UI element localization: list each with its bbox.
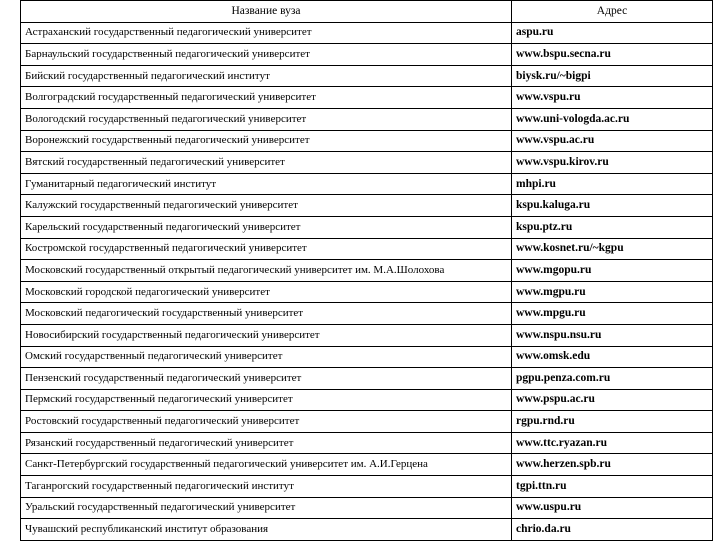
university-name-cell: Уральский государственный педагогический университет	[21, 497, 512, 519]
table-row	[21, 216, 713, 238]
university-address-cell: aspu.ru	[512, 22, 713, 44]
table-row	[21, 173, 713, 195]
university-address-cell: www.mgpu.ru	[512, 281, 713, 303]
university-name-cell: Московский педагогический государственный университет	[21, 303, 512, 325]
university-name-cell: Рязанский государственный педагогический университет	[21, 432, 512, 454]
university-address-cell: www.mgopu.ru	[512, 260, 713, 282]
university-address-cell: www.pspu.ac.ru	[512, 389, 713, 411]
universities-table	[20, 0, 713, 541]
table-row	[21, 389, 713, 411]
university-name-cell: Гуманитарный педагогический институт	[21, 173, 512, 195]
university-address-cell: www.nspu.nsu.ru	[512, 324, 713, 346]
university-name-cell: Астраханский государственный педагогический университет	[21, 22, 512, 44]
university-address-cell: www.bspu.secna.ru	[512, 44, 713, 66]
university-address-cell: chrio.da.ru	[512, 519, 713, 541]
university-address-cell: www.vspu.ac.ru	[512, 130, 713, 152]
table-row	[21, 260, 713, 282]
table-row	[21, 476, 713, 498]
table-row	[21, 411, 713, 433]
header-address: Адрес	[512, 1, 713, 23]
university-name-cell: Карельский государственный педагогический университет	[21, 216, 512, 238]
university-name-cell: Пензенский государственный педагогический университет	[21, 368, 512, 390]
table-row	[21, 281, 713, 303]
university-name-cell: Московский городской педагогический университет	[21, 281, 512, 303]
table-row	[21, 519, 713, 541]
university-address-cell: www.vspu.kirov.ru	[512, 152, 713, 174]
university-name-cell: Бийский государственный педагогический институт	[21, 65, 512, 87]
university-address-cell: www.omsk.edu	[512, 346, 713, 368]
university-address-cell: pgpu.penza.com.ru	[512, 368, 713, 390]
table-row	[21, 368, 713, 390]
university-address-cell: www.mpgu.ru	[512, 303, 713, 325]
university-address-cell: www.vspu.ru	[512, 87, 713, 109]
table-row	[21, 324, 713, 346]
university-address-cell: www.uni-vologda.ac.ru	[512, 108, 713, 130]
university-address-cell: mhpi.ru	[512, 173, 713, 195]
university-name-cell: Калужский государственный педагогический университет	[21, 195, 512, 217]
table-row	[21, 195, 713, 217]
university-name-cell: Воронежский государственный педагогический университет	[21, 130, 512, 152]
university-address-cell: kspu.kaluga.ru	[512, 195, 713, 217]
table-row	[21, 87, 713, 109]
university-address-cell: biysk.ru/~bigpi	[512, 65, 713, 87]
university-address-cell: www.uspu.ru	[512, 497, 713, 519]
table-header-row	[21, 1, 713, 23]
university-name-cell: Пермский государственный педагогический университет	[21, 389, 512, 411]
table-row	[21, 238, 713, 260]
university-address-cell: www.herzen.spb.ru	[512, 454, 713, 476]
university-name-cell: Вологодский государственный педагогический университет	[21, 108, 512, 130]
university-address-cell: tgpi.ttn.ru	[512, 476, 713, 498]
table-row	[21, 152, 713, 174]
table-row	[21, 303, 713, 325]
table-row	[21, 130, 713, 152]
university-name-cell: Омский государственный педагогический университет	[21, 346, 512, 368]
university-name-cell: Таганрогский государственный педагогический институт	[21, 476, 512, 498]
table-row	[21, 65, 713, 87]
table-row	[21, 22, 713, 44]
table-row	[21, 346, 713, 368]
table-row	[21, 44, 713, 66]
university-name-cell: Московский государственный открытый педагогический университет им. М.А.Шолохова	[21, 260, 512, 282]
university-name-cell: Новосибирский государственный педагогический университет	[21, 324, 512, 346]
header-name: Название вуза	[21, 1, 512, 23]
university-name-cell: Вятский государственный педагогический университет	[21, 152, 512, 174]
university-address-cell: www.ttc.ryazan.ru	[512, 432, 713, 454]
university-name-cell: Санкт-Петербургский государственный педагогический университет им. А.И.Герцена	[21, 454, 512, 476]
table-row	[21, 497, 713, 519]
university-name-cell: Волгоградский государственный педагогический университет	[21, 87, 512, 109]
table-row	[21, 432, 713, 454]
university-address-cell: www.kosnet.ru/~kgpu	[512, 238, 713, 260]
university-name-cell: Барнаульский государственный педагогический университет	[21, 44, 512, 66]
university-name-cell: Ростовский государственный педагогический университет	[21, 411, 512, 433]
university-name-cell: Костромской государственный педагогический университет	[21, 238, 512, 260]
university-address-cell: rgpu.rnd.ru	[512, 411, 713, 433]
table-row	[21, 108, 713, 130]
university-address-cell: kspu.ptz.ru	[512, 216, 713, 238]
university-name-cell: Чувашский республиканский институт образования	[21, 519, 512, 541]
table-body	[21, 22, 713, 540]
table-row	[21, 454, 713, 476]
